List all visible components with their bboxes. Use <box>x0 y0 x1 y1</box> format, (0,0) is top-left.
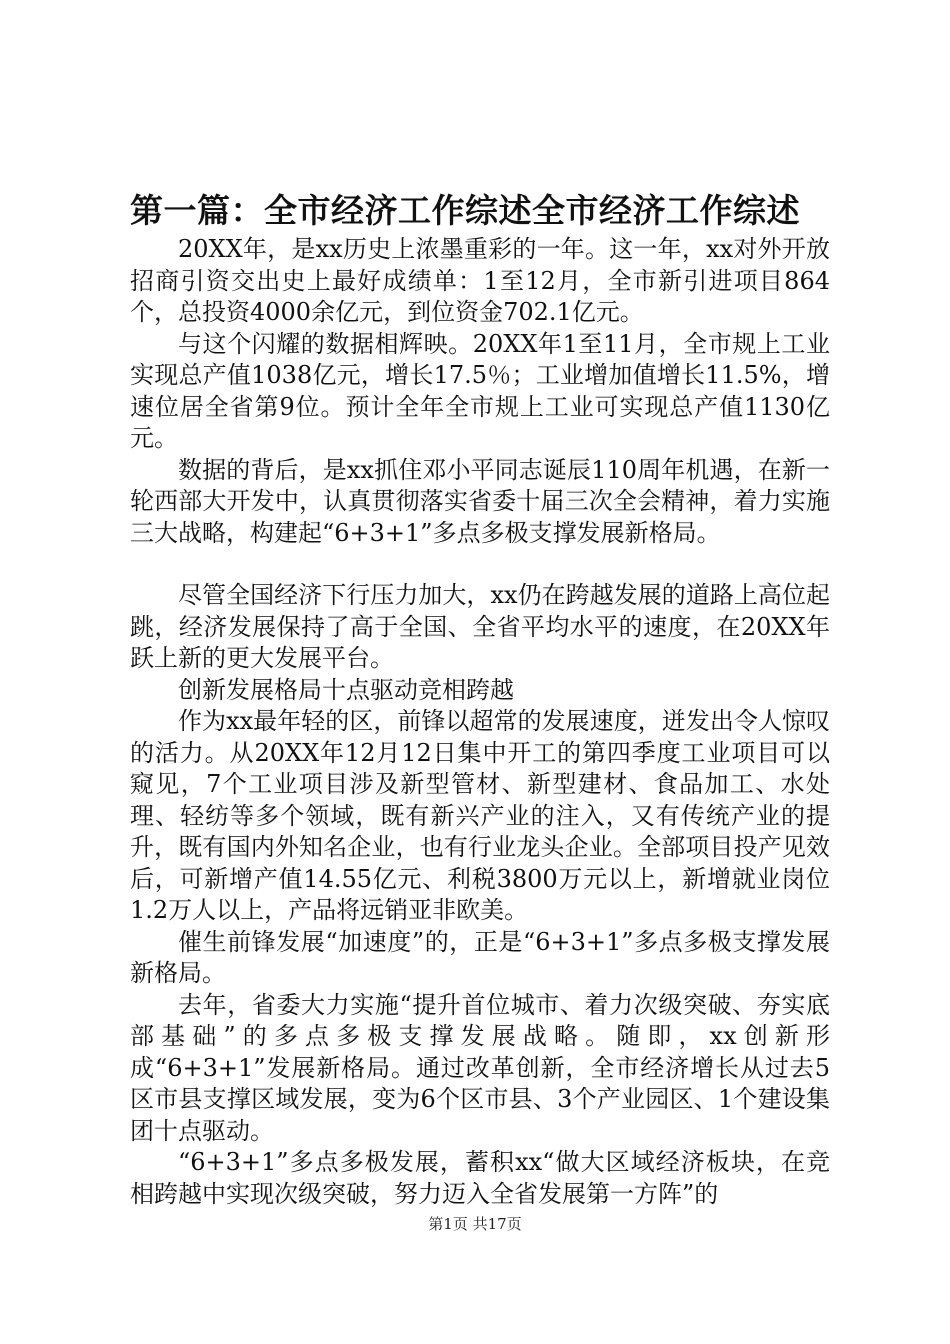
paragraph: 去年，省委大力实施“提升首位城市、着力次级突破、夯实底部基础”的多点多极支撑发展战略。随即，xx创新形成“6+3+1”发展新格局。通过改革创新，全市经济增长从过去5区市县支撑区域发展，变为6个区市县、3个产业园区、1个建设集团十点驱动。 <box>130 990 830 1145</box>
document-body <box>130 234 830 1210</box>
paragraph: 20XX年，是xx历史上浓墨重彩的一年。这一年，xx对外开放招商引资交出史上最好成绩单：1至12月，全市新引进项目864个，总投资4000余亿元，到位资金702.1亿元。 <box>130 235 830 326</box>
section-heading: 创新发展格局十点驱动竞相跨越 <box>178 675 514 704</box>
page-footer: 第1页 共17页 <box>428 1215 522 1233</box>
paragraph: 催生前锋发展“加速度”的，正是“6+3+1”多点多极支撑发展新格局。 <box>130 927 830 987</box>
paragraph: 数据的背后，是xx抓住邓小平同志诞辰110周年机遇，在新一轮西部大开发中，认真贯彻落实省委十届三次全会精神，着力实施三大战略，构建起“6+3+1”多点多极支撑发展新格局。 <box>130 455 830 547</box>
document-title: 第一篇：全市经济工作综述全市经济工作综述 <box>130 191 800 230</box>
paragraph: “6+3+1”多点多极发展，蓄积xx“做大区域经济板块，在竞相跨越中实现次级突破，努力迈入全省发展第一方阵”的 <box>130 1148 830 1208</box>
paragraph: 作为xx最年轻的区，前锋以超常的发展速度，迸发出令人惊叹的活力。从20XX年12月12日集中开工的第四季度工业项目可以窥见，7个工业项目涉及新型管材、新型建材、食品加工、水处理、轻纺等多个领域，既有新兴产业的注入，又有传统产业的提升，既有国内外知名企业，也有行业龙头企业。全部项目投产见效后，可新增产值14.55亿元、利税3800万元以上，新增就业岗位1.2万人以上，产品将远销亚非欧美。 <box>130 707 830 924</box>
paragraph: 与这个闪耀的数据相辉映。20XX年1至11月，全市规上工业实现总产值1038亿元，增长17.5％；工业增加值增长11.5%，增速位居全省第9位。预计全年全市规上工业可实现总产值1130亿元。 <box>130 329 830 452</box>
paragraph: 尽管全国经济下行压力加大，xx仍在跨越发展的道路上高位起跳，经济发展保持了高于全国、全省平均水平的速度，在20XX年跃上新的更大发展平台。 <box>130 581 830 672</box>
